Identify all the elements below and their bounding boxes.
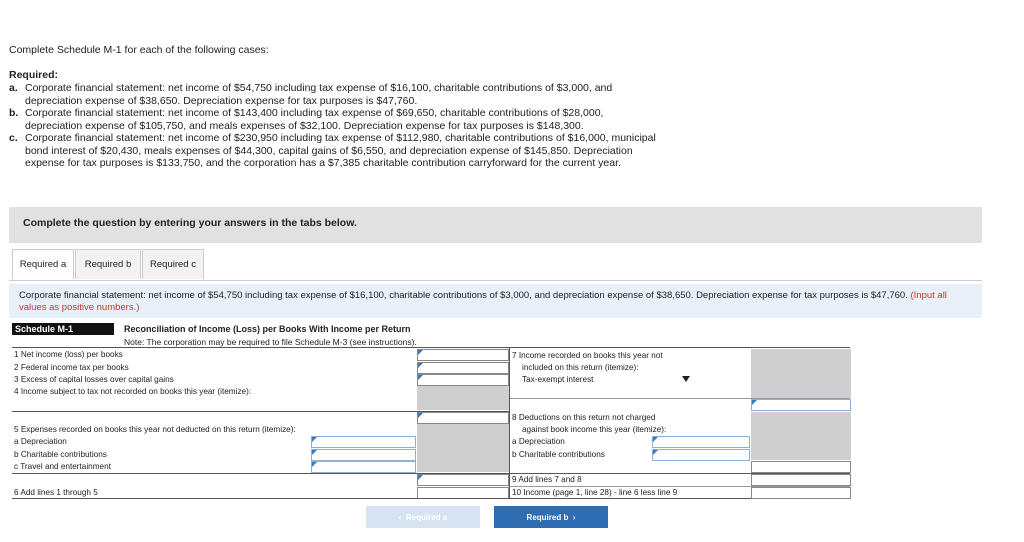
schedule-badge: Schedule M-1 <box>12 323 114 335</box>
line-7-label: 7 Income recorded on books this year not <box>512 351 663 360</box>
line-5a-input[interactable] <box>311 436 416 448</box>
line-2-label: 2 Federal income tax per books <box>14 363 129 372</box>
line-8-input[interactable] <box>751 461 851 473</box>
line-1-label: 1 Net income (loss) per books <box>14 350 123 359</box>
line-6-label: 6 Add lines 1 through 5 <box>14 488 98 497</box>
requirement-b: b. Corporate financial statement: net income of $143,400 including tax expense of $69,650, charitable contributions of $28,000, depreciation expense of $105,750, and meals expenses of $32,100. Depreciation expense for tax purposes is $148,300. <box>9 107 604 132</box>
line-5c-label: c Travel and entertainment <box>14 462 111 471</box>
line-8b-input[interactable] <box>652 449 750 461</box>
chevron-left-icon: ‹ <box>398 512 406 522</box>
tab-bar <box>12 249 205 280</box>
line-9-input[interactable] <box>751 474 851 486</box>
line-7-input[interactable] <box>751 399 851 411</box>
line-2-input[interactable] <box>417 362 509 374</box>
line-5-total-input[interactable] <box>417 474 509 486</box>
line-8b-label: b Charitable contributions <box>512 450 605 459</box>
schedule-note: Note: The corporation may be required to file Schedule M-3 (see instructions). <box>124 337 417 347</box>
tab-required-b[interactable]: Required b <box>75 249 141 279</box>
line-8a-input[interactable] <box>652 436 750 448</box>
line-7-label-cont: included on this return (itemize): <box>522 363 639 372</box>
dropdown-arrow-icon[interactable] <box>682 376 690 382</box>
column-divider <box>509 347 510 498</box>
line-3-input[interactable] <box>417 374 509 386</box>
line-8-label-cont: against book income this year (itemize): <box>522 425 667 434</box>
line-5b-label: b Charitable contributions <box>14 450 107 459</box>
requirement-c: c. Corporate financial statement: net income of $230,950 including tax expense of $112,980, charitable contributions of $16,000, municipal bond interest of $20,430, meals expenses of $44,300, capital gains of $6,550, and depreciation expense of $145,850. Depreciation expense for tax purposes is $133,750, and the corporation has a $7,385 charitable contribution carryforward for the current year. <box>9 132 656 169</box>
line-8-label: 8 Deductions on this return not charged <box>512 413 656 422</box>
prev-button[interactable]: ‹ Required a <box>366 506 480 528</box>
case-instruction: Corporate financial statement: net income of $54,750 including tax expense of $16,100, charitable contributions of $3,000, and depreciation expense of $38,650. Depreciation expense for tax purposes is $47,760. (Input all values as positive numbers.) <box>9 284 982 318</box>
line-5c-input[interactable] <box>311 461 416 473</box>
form-bottom-line <box>12 498 850 499</box>
next-button[interactable]: Required b › <box>494 506 608 528</box>
line-5-shaded <box>417 424 509 472</box>
line-9-label: 9 Add lines 7 and 8 <box>512 475 582 484</box>
line-7-tax-exempt-label: Tax-exempt interest <box>522 375 594 384</box>
line-10-label: 10 Income (page 1, line 28) - line 6 less line 9 <box>512 488 678 497</box>
tab-required-a[interactable]: Required a <box>12 249 74 279</box>
form-top-line <box>12 347 850 348</box>
requirement-a: a. Corporate financial statement: net income of $54,750 including tax expense of $16,100, charitable contributions of $3,000, and depreciation expense of $38,650. Depreciation expense for tax purposes is $47,760. <box>9 82 613 107</box>
line-5a-label: a Depreciation <box>14 437 67 446</box>
line-5b-input[interactable] <box>311 449 416 461</box>
line-10-input[interactable] <box>751 487 851 499</box>
schedule-title: Reconciliation of Income (Loss) per Books With Income per Return <box>124 324 411 334</box>
line-1-input[interactable] <box>417 349 509 361</box>
line-5-label: 5 Expenses recorded on books this year not deducted on this return (itemize): <box>14 425 296 434</box>
positive-values-note: (Input all values as positive numbers.) <box>19 290 947 313</box>
requirements-list <box>9 82 659 170</box>
required-label: Required: <box>9 69 59 81</box>
intro-text: Complete Schedule M-1 for each of the following cases: <box>9 44 269 56</box>
tab-divider <box>9 280 982 281</box>
line-4-amount-input[interactable] <box>417 412 509 424</box>
tab-required-c[interactable]: Required c <box>142 249 204 279</box>
line-4-shaded <box>417 386 509 410</box>
line-3-label: 3 Excess of capital losses over capital gains <box>14 375 174 384</box>
line-7-shaded <box>751 349 851 398</box>
instructions-banner: Complete the question by entering your answers in the tabs below. <box>9 207 982 243</box>
line-4-label: 4 Income subject to tax not recorded on books this year (itemize): <box>14 387 252 396</box>
line-8-shaded <box>751 412 851 460</box>
line-8a-label: a Depreciation <box>512 437 565 446</box>
chevron-right-icon: › <box>568 512 576 522</box>
